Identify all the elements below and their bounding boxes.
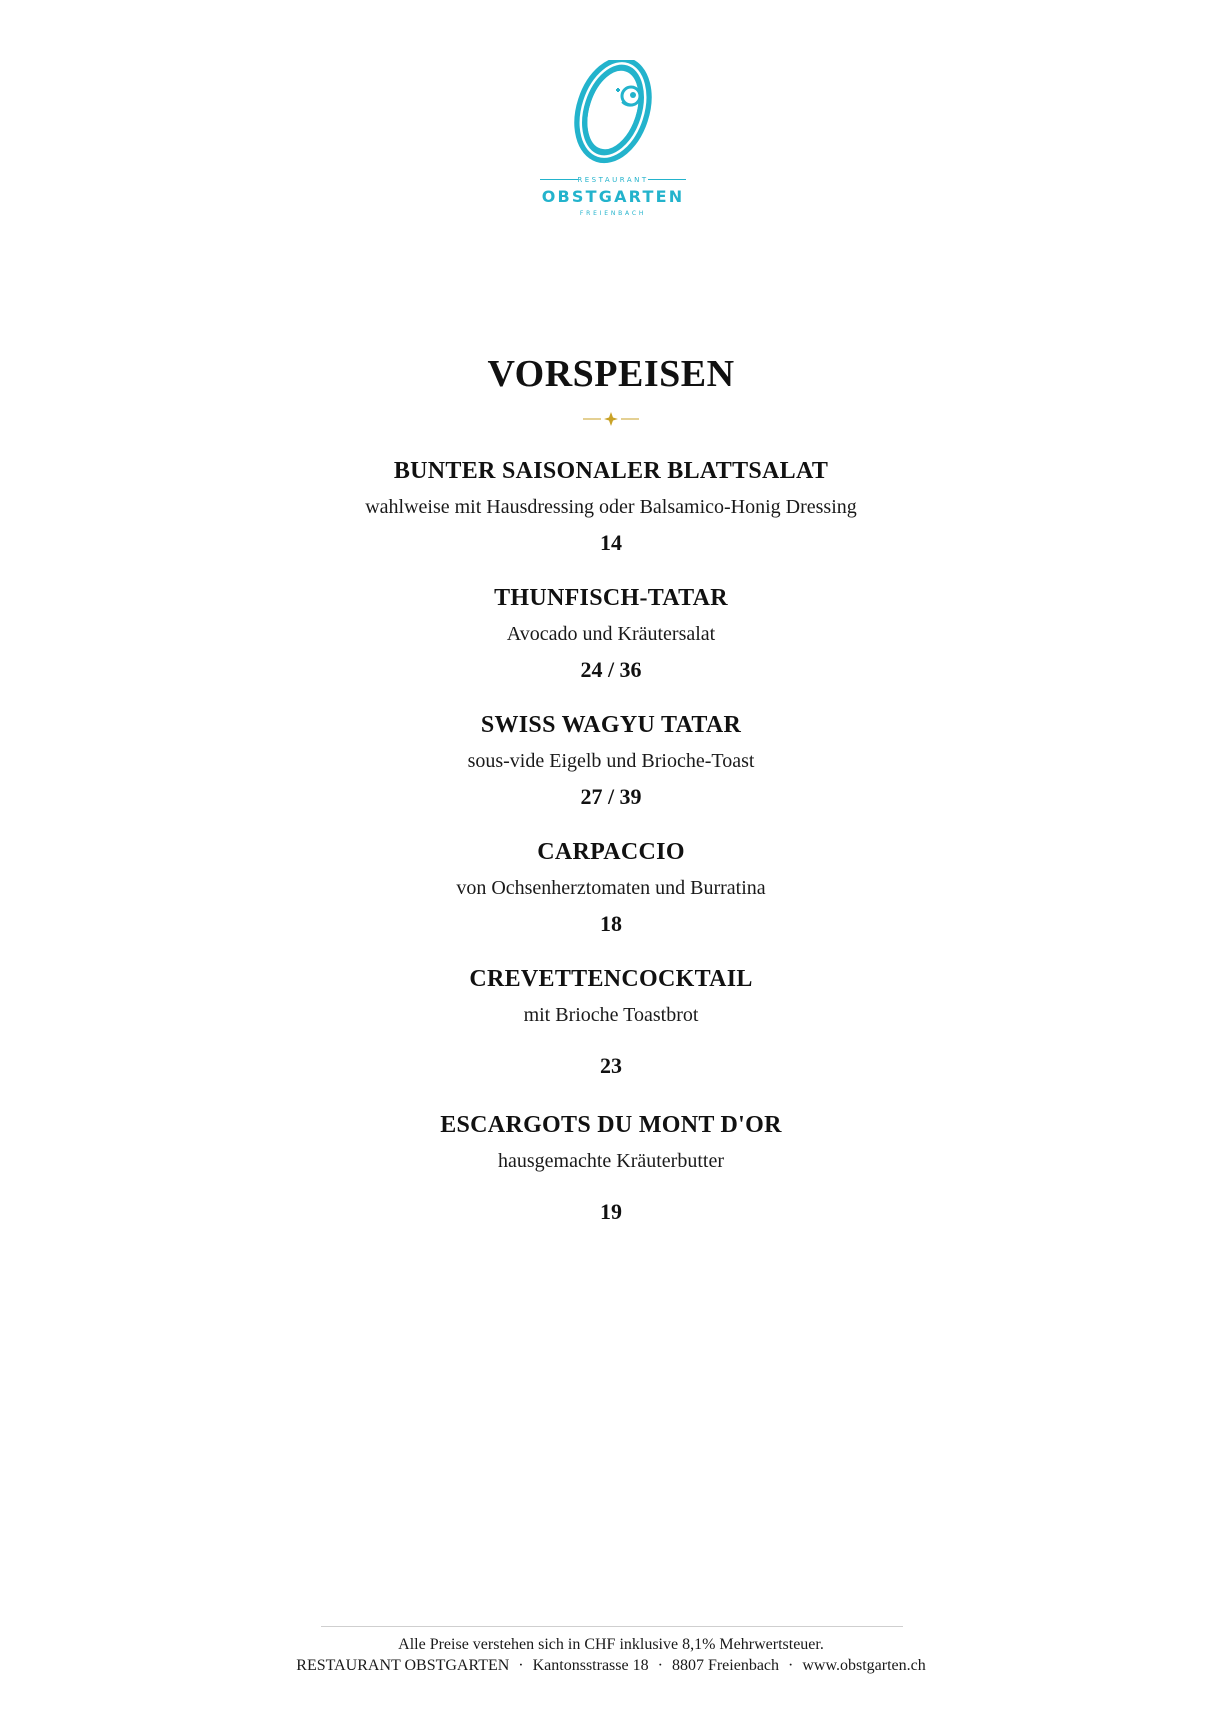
dish-price: 14: [600, 530, 622, 555]
footer-city: 8807 Freienbach: [671, 1657, 780, 1674]
footer-separator: ·: [788, 1657, 794, 1674]
footer-restaurant-name: RESTAURANT OBSTGARTEN: [296, 1657, 510, 1674]
dish-name: BUNTER SAISONALER BLATTSALAT: [393, 458, 829, 484]
dish-description: wahlweise mit Hausdressing oder Balsamico-Honig Dressing: [365, 496, 857, 518]
dish-name: CARPACCIO: [537, 839, 685, 865]
logo-location-word: FREIENBACH: [579, 210, 647, 217]
dish-price: 27 / 39: [580, 784, 642, 809]
dish-price: 23: [600, 1053, 622, 1078]
logo-emblem-icon: [538, 60, 688, 172]
footer-contact: [0, 1657, 1222, 1675]
ornament-star-icon: [581, 411, 641, 427]
dish-description: sous-vide Eigelb und Brioche-Toast: [467, 750, 755, 772]
dish-description: von Ochsenherztomaten und Burratina: [456, 877, 766, 899]
dish-description: hausgemachte Kräuterbutter: [497, 1150, 724, 1172]
dish-name: ESCARGOTS DU MONT D'OR: [440, 1112, 782, 1138]
menu-item: [0, 710, 1222, 811]
restaurant-logo: [538, 60, 688, 225]
dish-name: THUNFISCH-TATAR: [494, 585, 728, 611]
menu-item: [0, 964, 1222, 1080]
logo-restaurant-word: RESTAURANT: [577, 176, 649, 184]
dish-price: 18: [600, 911, 622, 936]
menu-item: [0, 1110, 1222, 1226]
dish-name: CREVETTENCOCKTAIL: [469, 966, 753, 992]
menu-item: [0, 583, 1222, 684]
menu-item: [0, 456, 1222, 557]
footer-divider: [321, 1626, 903, 1627]
footer-address: Kantonsstrasse 18: [532, 1657, 649, 1674]
dish-price: 24 / 36: [580, 657, 642, 682]
footer-separator: ·: [657, 1657, 663, 1674]
dish-name: SWISS WAGYU TATAR: [480, 712, 742, 738]
section-title: VORSPEISEN: [487, 353, 735, 395]
menu-item: [0, 837, 1222, 938]
footer-vat-note: Alle Preise verstehen sich in CHF inklusive 8,1% Mehrwertsteuer.: [398, 1636, 824, 1653]
dish-description: Avocado und Kräutersalat: [506, 623, 716, 645]
logo-name-word: OBSTGARTEN: [541, 187, 685, 206]
dish-price: 19: [600, 1199, 622, 1224]
dish-description: mit Brioche Toastbrot: [523, 1004, 699, 1026]
footer-separator: ·: [518, 1657, 524, 1674]
footer-website-link[interactable]: www.obstgarten.ch: [802, 1657, 926, 1674]
